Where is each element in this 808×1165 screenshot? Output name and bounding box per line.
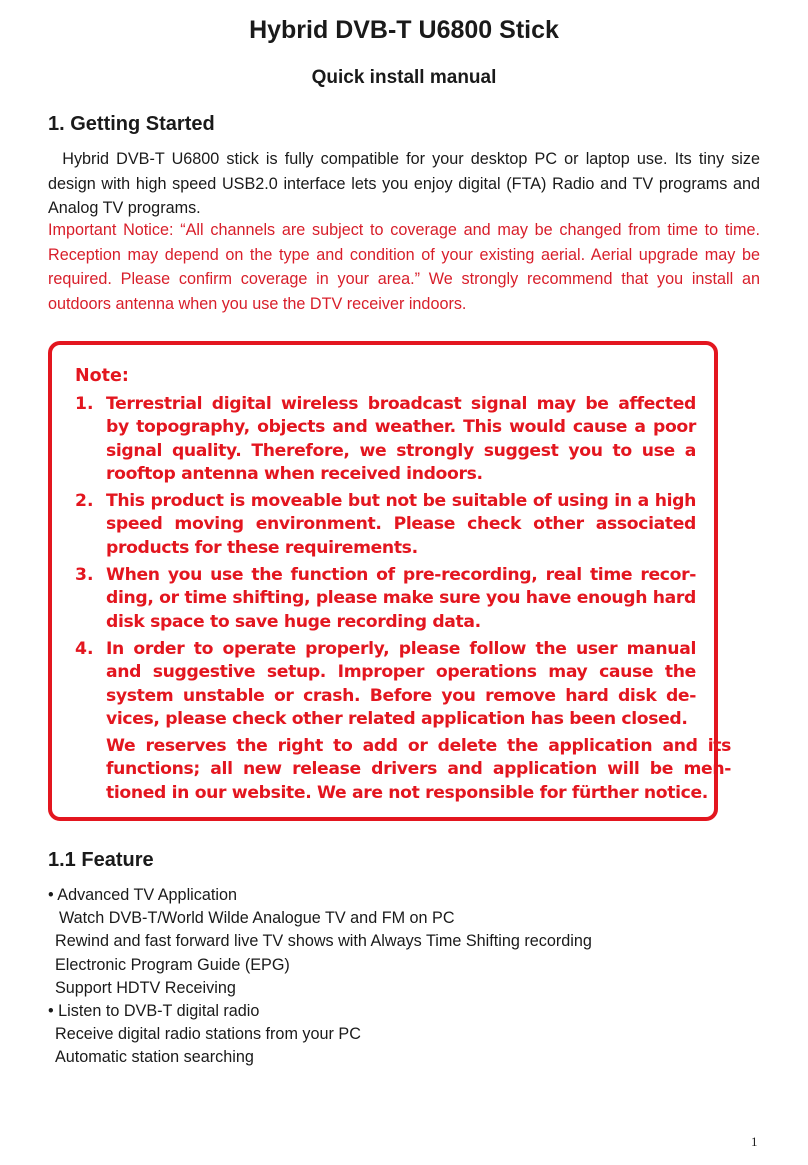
feature-line: Electronic Program Guide (EPG) [55,955,290,974]
feature-line: Watch DVB-T/World Wilde Analogue TV and FM on PC [59,909,455,928]
note-list [75,393,714,731]
document-title: Hybrid DVB-T U6800 Stick [249,16,559,44]
note-text: In order to operate properly, please follow the user manual and suggestive setup. Improper operations may cause the system unstable or crash. Before you remove hard disk de-vices, please check other related application has been closed. [106,638,696,729]
note-text: This product is moveable but not be suitable of using in a high speed moving environment. Please check other associated products for these requirements. [106,491,696,558]
note-text: When you use the function of pre-recording, real time recor-ding, or time shifting, please make sure you have enough hard disk space to save huge recording data. [106,565,696,632]
note-heading: Note: [75,366,129,386]
section-heading-feature: 1.1 Feature [48,849,154,871]
intro-paragraph [48,147,760,221]
feature-line: Receive digital radio stations from your PC [55,1025,361,1044]
document-subtitle: Quick install manual [311,67,497,88]
page-number: 1 [751,1134,758,1149]
feature-bullet: • Listen to DVB-T digital radio [48,1002,260,1021]
note-item [75,564,714,634]
note-number: 4. [75,638,94,659]
note-item [75,638,714,731]
note-item [75,490,714,560]
intro-text: Hybrid DVB-T U6800 stick is fully compatible for your desktop PC or laptop use. Its tiny size design with high speed USB2.0 interface lets you enjoy digital (FTA) Radio and TV programs and Analog TV programs. [48,150,760,217]
section-heading-getting-started: 1. Getting Started [48,113,215,135]
note-number: 1. [75,394,94,414]
feature-line: Rewind and fast forward live TV shows with Always Time Shifting recording [55,932,592,951]
note-item [75,393,714,486]
note-number: 3. [75,565,94,586]
note-box [48,341,731,821]
note-text: Terrestrial digital wireless broadcast signal may be affected by topography, objects and weather. This would cause a poor signal quality. Therefore, we strongly suggest you to use a rooftop antenna when received indoors. [106,394,696,484]
note-number: 2. [75,491,94,512]
feature-list [48,884,748,1070]
feature-line: Automatic station searching [55,1048,254,1067]
feature-line: Support HDTV Receiving [55,978,236,997]
note-disclaimer: We reserves the right to add or delete the application and its functions; all new release drivers and application will be men-tioned in our website. We are not responsible for fürther notice. [106,736,731,803]
important-notice: Important Notice: “All channels are subject to coverage and may be changed from time to time. Reception may depend on the type and condition of your existing aerial. Aerial upgrade may be required. Please confirm coverage in your area.” We strongly recommend that you install an outdoors antenna when you use the DTV receiver indoors. [48,221,760,313]
feature-bullet: • Advanced TV Application [48,886,237,904]
